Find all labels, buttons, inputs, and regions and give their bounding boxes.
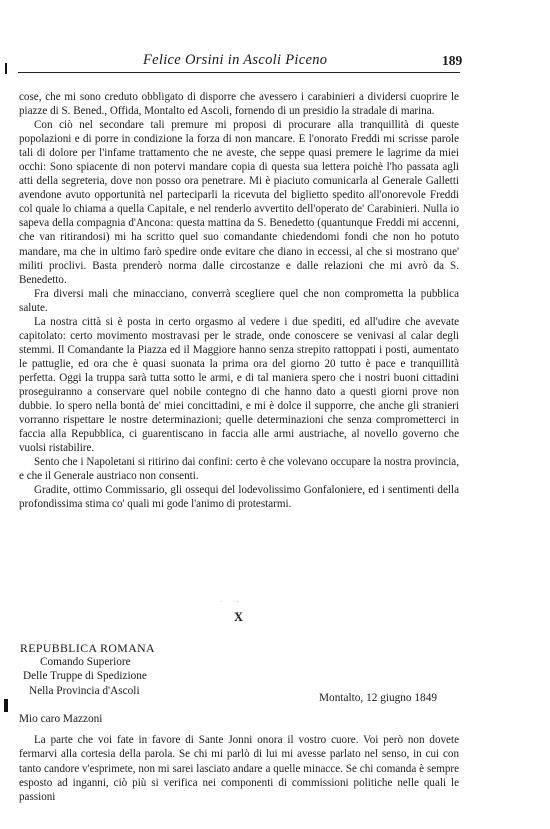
letterhead bbox=[20, 641, 155, 698]
running-header-title: Felice Orsini in Ascoli Piceno bbox=[143, 52, 328, 68]
body-paragraph: cose, che mi sono creduto obbligato di disporre che avessero i carabinieri a dividersi cuoprire le piazze di S. Bened., Offida, Montalto ed Ascoli, fornendo di un presidio la stradale di marina. bbox=[19, 91, 459, 118]
body-paragraph: La nostra città si è posta in certo orgasmo al vedere i due spediti, ed all'udire che avevate capitolato: certo movimento mostravasi per le strade, onde conoscere se venivasi al calar degli stemmi. Il Comandante la Piazza ed il Maggiore hanno senza strepito rattoppati i posti, aumentato le pattuglie, ed ora che è quasi suonata la prima ora del giorno 20 tutto è pace e tranquillità perfetta. Oggi la truppa sarà tutta sotto le armi, e di tal maniera spero che i nostri buoni cittadini proseguiranno a conservare quel nobile contegno di che hanno dato a questi giorni prove non dubbie. Io spero nella bontà de' miei concittadini, e mi è dolce il supporre, che anche gli stranieri vorranno rispettare le nostre determinazioni; quelle determinazioni che senza comprometterci in faccia alla Repubblica, ci guarentiscano in faccia alle armi austriache, al novello governo che vuolsi ristabilire. bbox=[19, 315, 459, 455]
letterhead-line: Comando Superiore bbox=[40, 656, 131, 669]
letter-paragraph: La parte che voi fate in favore di Sante Jonni onora il vostro cuore. Voi però non dovete fermarvi alla cortesia della parola. Se chi mi parlò di lui mi avesse parlato nel senso, in cui con tanto candore v'esprimete, non mi sarei lasciato andare a quelle minacce. Se chi comanda è sempre esposto ad inganni, ciò più si verifica nei componenti di commissioni politiche nelle quali le passioni bbox=[19, 734, 459, 804]
body-paragraph: Con ciò nel secondare tali premure mi proposi di procurare alla tranquillità di queste popolazioni e di porre in condizione la forza di non mancare. E l'onorato Freddi mi scrisse parole tali di dolore per l'infame trattamento che ne aveste, che seppe quasi premere le lagrime da miei occhi: Sono spiacente di non potervi mandare copia di questa sua lettera poichè l'ho passata agli atti della segreteria, dove non posso ora penetrare. Mi è piaciuto comunicarla al Generale Galletti avendone avuto opportunità nel parteciparli la ricevuta del biglietto spedito all'onorevole Freddi col quale lo chiama a quella Capitale, e nel renderlo avvertito dell'operato de' Carabinieri. Nulla io sapeva della compagnia d'Ancona: questa mattina da S. Benedetto (quantunque Freddi mi accenni, che van ritirandosi) mi ha scritto quel suo comandante chiedendomi fondi che non ho potuto mandare, ma che in ultimo farò spedire onde evitare che diano in eccessi, al che si mostrano que' militi proclivi. Basta prenderò norma dalle circostanze e dalle relazioni che mi avrò da S. Benedetto. bbox=[19, 119, 459, 286]
place-date: Montalto, 12 giugno 1849 bbox=[319, 692, 437, 704]
letterhead-line: Delle Truppe di Spedizione bbox=[23, 670, 147, 683]
margin-mark-bottom bbox=[4, 699, 8, 712]
body-paragraph: Gradite, ottimo Commissario, gli ossequi del lodevolissimo Gonfaloniere, ed i sentimenti della profondissima stima co' quali mi gode l'animo di protestarmi. bbox=[19, 484, 459, 511]
page-number: 189 bbox=[442, 53, 463, 68]
letterhead-line: Nella Provincia d'Ascoli bbox=[29, 684, 140, 697]
letterhead-organization: REPUBBLICA ROMANA bbox=[20, 641, 155, 655]
body-paragraph: Fra diversi mali che minacciano, converrà scegliere quel che non compromettа la pubblica salute. bbox=[19, 287, 459, 314]
body-text bbox=[19, 90, 459, 511]
running-header bbox=[18, 50, 463, 73]
salutation: Mio caro Mazzoni bbox=[19, 713, 103, 725]
scan-specks: · · bbox=[220, 598, 245, 606]
margin-mark-top bbox=[5, 63, 7, 74]
letter-body bbox=[19, 733, 459, 804]
body-paragraph: Sento che i Napoletani si ritirino dai confini: certo è che volevano occupare la nostra provincia, e che il Generale austriaco non consenti. bbox=[19, 456, 459, 483]
section-number: X bbox=[234, 610, 244, 624]
